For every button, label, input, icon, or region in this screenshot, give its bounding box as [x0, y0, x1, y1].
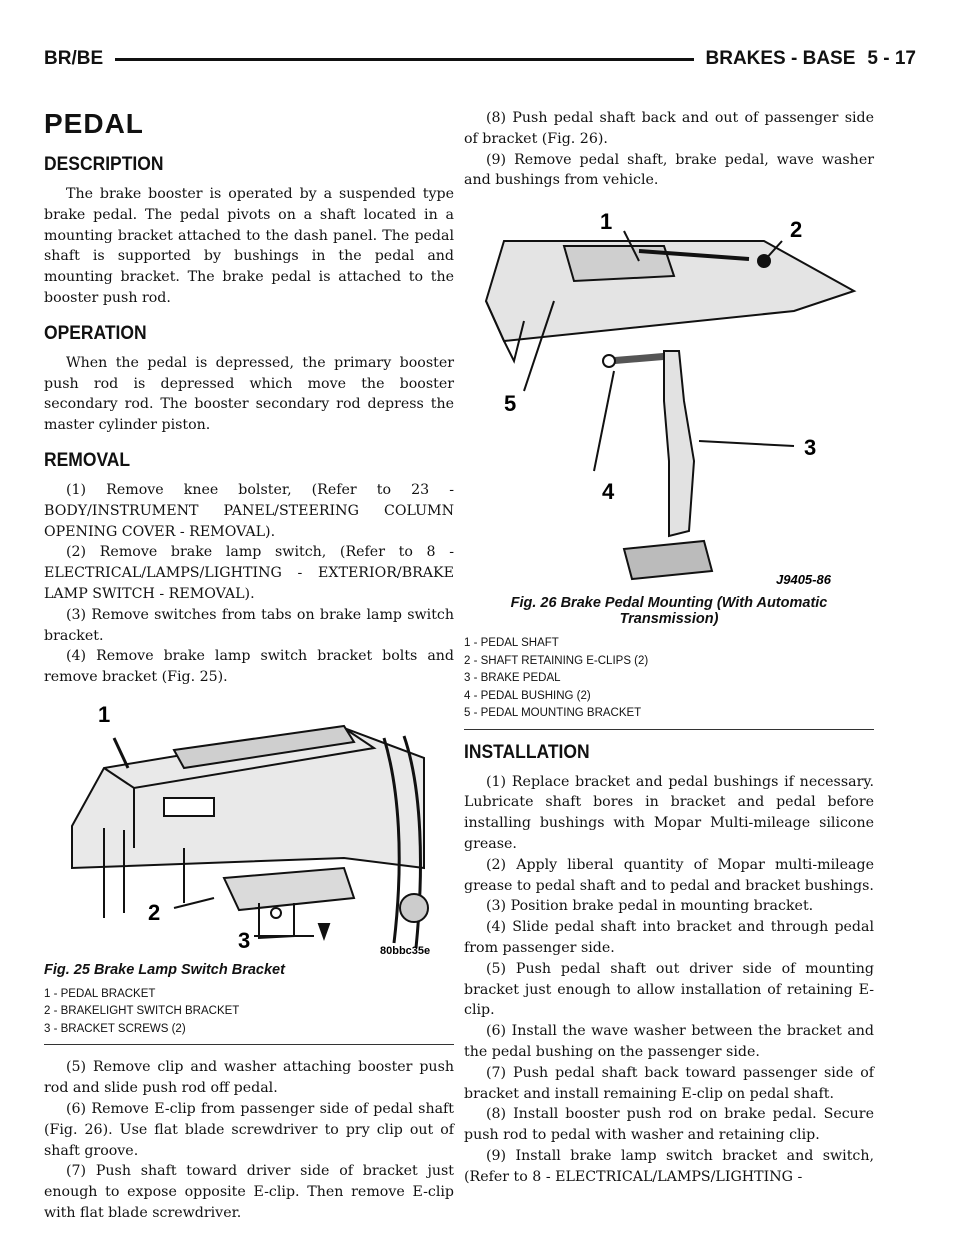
installation-step: (2) Apply liberal quantity of Mopar multi-mileage grease to pedal shaft and to pedal and bracket bushings.: [464, 856, 874, 894]
operation-heading: OPERATION: [44, 322, 147, 344]
fig26-callout-1: 1: [600, 209, 613, 235]
description-heading: DESCRIPTION: [44, 154, 164, 175]
installation-step: (4) Slide pedal shaft into bracket and through pedal from passenger side.: [464, 919, 874, 957]
removal-step: (5) Remove clip and washer attaching booster push rod and slide push rod off pedal.: [44, 1059, 454, 1097]
fig26-image-code: J9405-86: [776, 572, 831, 588]
fig25-callout-2: 2: [148, 899, 161, 925]
installation-step: (3) Position brake pedal in mounting bracket.: [486, 898, 814, 915]
header-right: [706, 48, 917, 70]
fig26-title: Fig. 26 Brake Pedal Mounting (With Automatic Transmission): [510, 595, 828, 628]
removal-step: (8) Push pedal shaft back and out of passenger side of bracket (Fig. 26).: [464, 110, 874, 147]
removal-step: (3) Remove switches from tabs on brake lamp switch bracket.: [44, 606, 454, 644]
fig25-callout-1: 1: [98, 701, 111, 727]
removal-step: (9) Remove pedal shaft, brake pedal, wave washer and bushings from vehicle.: [464, 151, 874, 189]
figure-25: [44, 698, 454, 1046]
legend-item: 3 - BRAKE PEDAL: [464, 672, 561, 685]
installation-step: (9) Install brake lamp switch bracket and switch, (Refer to 8 - ELECTRICAL/LAMPS/LIGHTING -: [464, 1148, 874, 1185]
fig26-callout-5: 5: [504, 391, 517, 417]
legend-item: 1 - PEDAL BRACKET: [44, 987, 156, 1000]
removal-step: (2) Remove brake lamp switch, (Refer to 8 - ELECTRICAL/LAMPS/LIGHTING - EXTERIOR/BRAKE LAMP SWITCH - REMOVAL).: [44, 544, 454, 602]
installation-step: (5) Push pedal shaft out driver side of mounting bracket just enough to allow installation of retaining E-clip.: [464, 960, 874, 1019]
right-column: [464, 108, 874, 1188]
figure-26: [464, 201, 874, 730]
operation-text: When the pedal is depressed, the primary booster push rod is depressed which move the booster secondary rod. The booster secondary rod depress the master cylinder piston.: [44, 354, 454, 434]
page-title: PEDAL: [44, 108, 144, 139]
fig25-callout-3: 3: [238, 927, 251, 953]
left-column: [44, 108, 454, 1224]
brake-lamp-switch-bracket-illustration: [44, 698, 454, 958]
installation-step: (7) Push pedal shaft back toward passenger side of bracket and install remaining E-clip on pedal shaft.: [464, 1064, 874, 1102]
fig26-callout-2: 2: [790, 217, 803, 243]
removal-step: (4) Remove brake lamp switch bracket bolts and remove bracket (Fig. 25).: [44, 648, 454, 686]
installation-step: (6) Install the wave washer between the bracket and the pedal bushing on the passenger side.: [464, 1023, 874, 1061]
page-header: [44, 44, 916, 74]
legend-item: 5 - PEDAL MOUNTING BRACKET: [464, 707, 642, 720]
removal-step: (6) Remove E-clip from passenger side of pedal shaft (Fig. 26). Use flat blade screwdriver to pry clip out of shaft groove.: [44, 1101, 454, 1159]
fig25-legend: [44, 986, 454, 1046]
legend-item: 3 - BRACKET SCREWS (2): [44, 1022, 186, 1035]
fig26-callout-4: 4: [602, 479, 615, 505]
fig26-callout-3: 3: [804, 435, 817, 461]
description-text: The brake booster is operated by a suspended type brake pedal. The pedal pivots on a shaft located in a mounting bracket attached to the dash panel. The pedal shaft is supported by bushings in the pedal and mounting bracket. The brake pedal is attached to the booster push rod.: [44, 186, 454, 306]
fig25-title: Fig. 25 Brake Lamp Switch Bracket: [44, 961, 285, 978]
fig26-legend: [464, 635, 874, 730]
brake-pedal-mounting-illustration: [464, 201, 874, 591]
page-number: 5 - 17: [867, 48, 916, 69]
removal-heading: REMOVAL: [44, 449, 131, 471]
installation-step: (1) Replace bracket and pedal bushings if necessary. Lubricate shaft bores in bracket and pedal before installing bushings with Mopar Multi-mileage silicone grease.: [464, 773, 874, 853]
installation-heading: INSTALLATION: [464, 741, 590, 763]
legend-item: 2 - BRAKELIGHT SWITCH BRACKET: [44, 1005, 240, 1018]
removal-step: (1) Remove knee bolster, (Refer to 23 - BODY/INSTRUMENT PANEL/STEERING COLUMN OPENING COVER - REMOVAL).: [44, 481, 454, 540]
installation-step: (8) Install booster push rod on brake pedal. Secure push rod to pedal with washer and retaining clip.: [464, 1106, 874, 1144]
header-rule: [115, 58, 693, 61]
legend-item: 4 - PEDAL BUSHING (2): [464, 689, 591, 702]
legend-item: 1 - PEDAL SHAFT: [464, 637, 559, 650]
fig25-image-code: 80bbc35e: [380, 944, 431, 957]
removal-step: (7) Push shaft toward driver side of bracket just enough to expose opposite E-clip. Then remove E-clip with flat blade screwdriver.: [44, 1163, 454, 1222]
section-title: BRAKES - BASE: [705, 48, 856, 69]
legend-item: 2 - SHAFT RETAINING E-CLIPS (2): [464, 654, 649, 667]
model-code: BR/BE: [44, 48, 104, 69]
